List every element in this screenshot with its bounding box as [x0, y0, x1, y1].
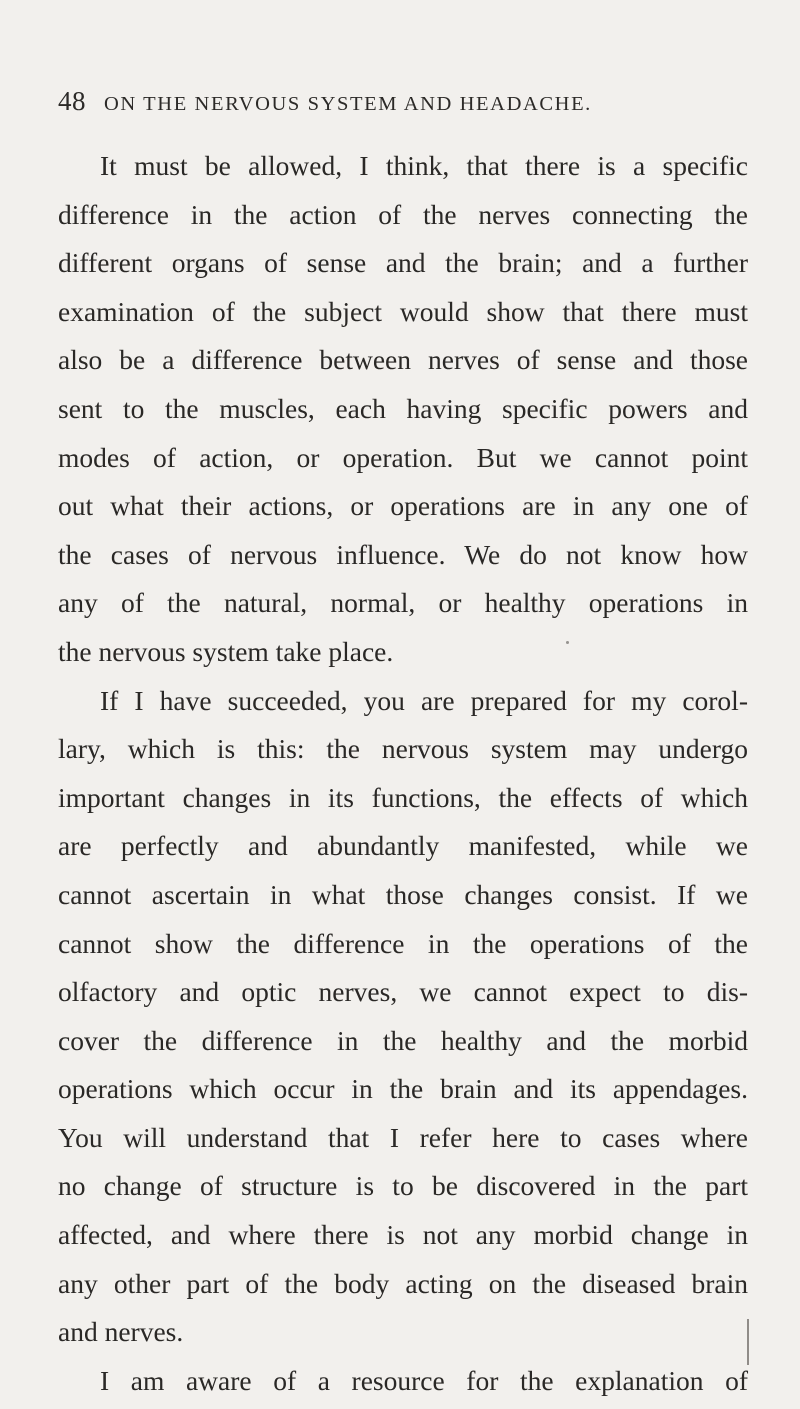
text-line: lary, which is this: the nervous system may undergo [58, 733, 748, 765]
text-line: cannot ascertain in what those changes consist. If we [58, 878, 748, 910]
text-line: cannot show the difference in the operations of the [58, 927, 748, 959]
text-line: olfactory and optic nerves, we cannot expect to dis- [58, 976, 748, 1008]
page-number: 48 [58, 86, 86, 116]
text-line: different organs of sense and the brain; and a further [58, 247, 748, 279]
text-line: and nerves. [58, 1316, 184, 1348]
text-line: no change of structure is to be discovered in the part [58, 1170, 748, 1202]
body-text [58, 142, 748, 1405]
text-line: I am aware of a resource for the explanation of [100, 1364, 748, 1396]
text-line: any other part of the body acting on the diseased brain [58, 1267, 748, 1299]
text-line: If I have succeeded, you are prepared for my corol- [100, 684, 748, 716]
text-line: also be a difference between nerves of sense and those [58, 344, 748, 376]
text-line: You will understand that I refer here to cases where [58, 1121, 748, 1153]
text-line: are perfectly and abundantly manifested, while we [58, 830, 748, 862]
text-line: the nervous system take place. [58, 635, 394, 667]
text-line: examination of the subject would show that there must [58, 295, 748, 327]
text-line: important changes in its functions, the effects of which [58, 781, 748, 813]
text-line: affected, and where there is not any morbid change in [58, 1219, 748, 1251]
stray-dot-mark [566, 641, 569, 644]
running-title: ON THE NERVOUS SYSTEM AND HEADACHE. [104, 93, 592, 115]
stray-line-mark [747, 1319, 749, 1365]
text-line: operations which occur in the brain and its appendages. [58, 1073, 748, 1105]
text-line: out what their actions, or operations are in any one of [58, 490, 748, 522]
text-line: the cases of nervous influence. We do not know how [58, 538, 748, 570]
text-line: cover the difference in the healthy and the morbid [58, 1024, 748, 1056]
text-line: modes of action, or operation. But we cannot point [58, 441, 748, 473]
text-line: sent to the muscles, each having specific powers and [58, 392, 748, 424]
text-line: difference in the action of the nerves connecting the [58, 198, 748, 230]
text-line: It must be allowed, I think, that there is a specific [100, 150, 748, 181]
running-head [58, 86, 758, 120]
text-line: any of the natural, normal, or healthy operations in [58, 587, 748, 619]
